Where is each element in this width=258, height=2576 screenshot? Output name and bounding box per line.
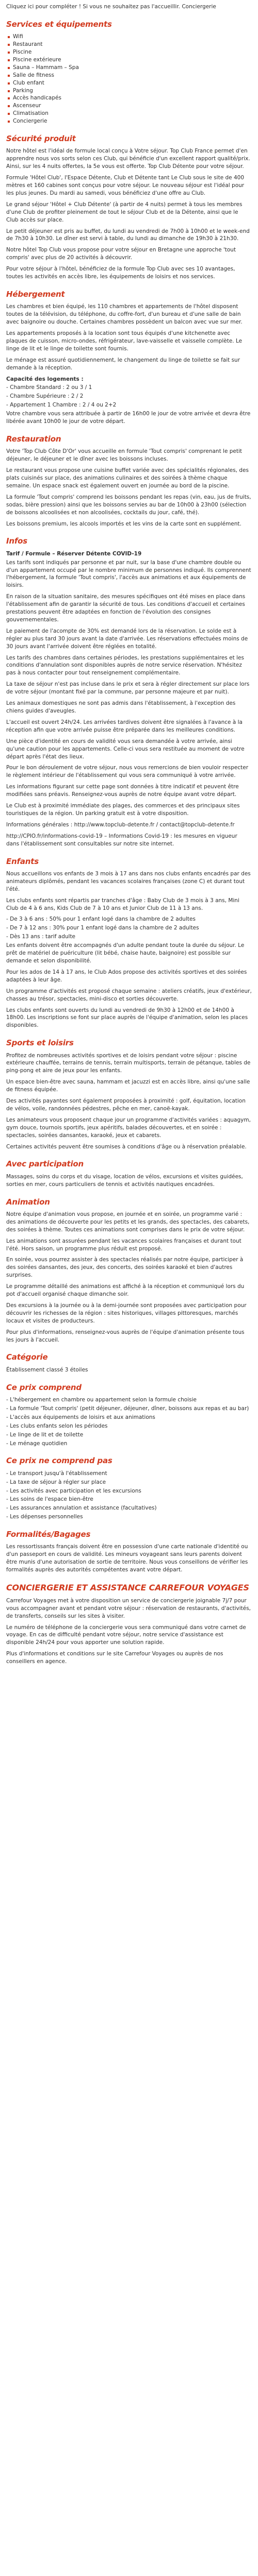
formalites-text: Les ressortissants français doivent être en possession d'une carte nationale d'identité ou d'un passeport en cours de validité. Les mineurs voyageant sans leurs parents doivent être munis d'une autorisation de sortie de territoire. Nous vous conseillons de vérifier les formalités auprès des autorités compétentes avant votre départ. xyxy=(6,1544,248,1573)
info-paragraph: http://CPIO.fr/informations-covid-19 – Informations Covid-19 : les mesures en vigueur dans l'établissement sont consultables sur notre site internet. xyxy=(6,833,237,847)
enfants-paragraph: Les enfants doivent être accompagnés d'un adulte pendant toute la durée du séjour. Le prêt de matériel de puériculture (lit bébé, chaise haute, baignoire) est possible sur demande et selon disponibilité. xyxy=(6,942,245,964)
formalites-section xyxy=(6,1529,252,1574)
animation-paragraph: Les animations sont assurées pendant les vacances scolaires françaises et durant tout l'été. Hors saison, un programme plus réduit est proposé. xyxy=(6,1238,241,1252)
securite-paragraph: Le petit déjeuner est pris au buffet, du lundi au vendredi de 7h00 à 10h00 et le week-end de 7h30 à 10h30. Le dîner est servi à table, du lundi au dimanche de 19h30 à 21h30. xyxy=(6,228,250,242)
enfants-paragraph: Les clubs enfants sont ouverts du lundi au vendredi de 9h30 à 12h00 et de 14h00 à 18h00. Les inscriptions se font sur place auprès de l'équipe d'animation, selon les places disponibles. xyxy=(6,1007,248,1029)
categorie-text: Établissement classé 3 étoiles xyxy=(6,1366,88,1373)
prix-comprend-section xyxy=(6,1382,252,1448)
prix-comprend-title: Ce prix comprend xyxy=(6,1382,82,1392)
securite-paragraph: Formule 'Hôtel Club', l'Espace Détente, Club et Détente tant Le Club sous le site de 400 mètres et 160 cabines sont conçus pour votre séjour. Le nouveau séjour est l'idéal pour les plus jeunes. Du mardi au samedi, vous bénéficiez d'une offre au Club. xyxy=(6,175,245,196)
service-item: Conciergerie xyxy=(6,117,252,125)
prix-ne-comprend-section xyxy=(6,1455,252,1521)
service-item: Piscine extérieure xyxy=(6,56,252,64)
service-item: Club enfant xyxy=(6,79,252,87)
info-paragraph: Le paiement de l'acompte de 30% est demandé lors de la réservation. Le solde est à régler au plus tard 30 jours avant la date d'arrivée. Les réservations effectuées moins de 30 jours avant l'arrivée doivent être réglées en totalité. xyxy=(6,628,248,650)
enfants-paragraph: Pour les ados de 14 à 17 ans, le Club Ados propose des activités sportives et des soirées adaptées à leur âge. xyxy=(6,969,247,983)
conciergerie-title: CONCIERGERIE ET ASSISTANCE CARREFOUR VOYAGES xyxy=(6,1583,249,1593)
prix-ne-comprend-item: - La taxe de séjour à régler sur place xyxy=(6,1479,106,1485)
services-list xyxy=(6,33,252,125)
enfants-paragraph: Nous accueillons vos enfants de 3 mois à 17 ans dans nos clubs enfants encadrés par des animateurs diplômés, pendant les vacances scolaires françaises (zone C) et durant tout l'été. xyxy=(6,870,251,892)
categorie-title: Catégorie xyxy=(6,1352,48,1362)
service-item: Piscine xyxy=(6,48,252,56)
info-paragraph: Une pièce d'identité en cours de validité vous sera demandée à votre arrivée, ainsi qu'une caution pour les appartements. Celle-ci vous sera restituée au moment de votre départ après l'état des lieux. xyxy=(6,738,245,760)
sports-paragraph: Des activités payantes sont également proposées à proximité : golf, équitation, location de vélos, voile, randonnées pédestres, pêche en mer, canoë-kayak. xyxy=(6,1098,246,1112)
restauration-title: Restauration xyxy=(6,434,61,444)
animation-paragraph: Notre équipe d'animation vous propose, en journée et en soirée, un programme varié : des animations de découverte pour les petits et les grands, des spectacles, des cabarets, des soirées à thème. Toutes ces animations sont comprises dans le prix de votre séjour. xyxy=(6,1211,250,1233)
avec-participation-section xyxy=(6,1159,252,1188)
hebergement-paragraph: Les appartements proposés à la location sont tous équipés d'une kitchenette avec plaques de cuisson, micro-ondes, réfrigérateur, lave-vaisselle et vaisselle complète. Le linge de lit et le linge de toilette sont fournis. xyxy=(6,330,243,352)
securite-section xyxy=(6,133,252,281)
securite-paragraph: Le grand séjour 'Hôtel + Club Détente' (à partir de 4 nuits) permet à tous les membres d'une Club de profiter pleinement de tout le séjour Club et de la Détente, ainsi que le Club accès sur place. xyxy=(6,201,243,223)
animation-paragraph: En soirée, vous pourrez assister à des spectacles réalisés par notre équipe, participer à des soirées dansantes, des jeux, des concerts, des soirées karaoké et bien d'autres surprises. xyxy=(6,1257,244,1279)
prix-comprend-item: - L'accès aux équipements de loisirs et aux animations xyxy=(6,1414,155,1420)
services-section xyxy=(6,19,252,125)
restauration-paragraph: La formule 'Tout compris' comprend les boissons pendant les repas (vin, eau, jus de fruits, sodas, bière pression) ainsi que les boissons servies au bar de 10h00 à 23h00 (sélection de boissons alcoolisées et non alcoolisées, cocktails du jour, café, thé). xyxy=(6,494,251,516)
info-paragraph: Pour le bon déroulement de votre séjour, nous vous remercions de bien vouloir respecter le règlement intérieur de l'établissement qui vous sera communiqué à votre arrivée. xyxy=(6,765,249,779)
service-item: Wifi xyxy=(6,33,252,41)
info-paragraph: La taxe de séjour n'est pas incluse dans le prix et sera à régler directement sur place lors de votre séjour (montant fixé par la commune, par personne majeure et par nuit). xyxy=(6,681,250,696)
securite-paragraph: Notre hôtel est l'idéal de formule local conçu à Votre séjour. Top Club France permet d'en apprendre nous vos sorts selon ces Club, qui bénéficie d'un excellent rapport qualité/prix. Ainsi, sur les 4 nuits offertes, la 5e vous est offerte. Top Club Détente pour votre séjour. xyxy=(6,148,250,170)
hebergement-title: Hébergement xyxy=(6,289,65,299)
intro-text: Cliquez ici pour compléter ! Si vous ne souhaitez pas l'accueillir. Conciergerie xyxy=(6,4,216,10)
sports-paragraph: Certaines activités peuvent être soumises à conditions d'âge ou à réservation préalable. xyxy=(6,1143,247,1150)
prix-comprend-item: - Le linge de lit et de toilette xyxy=(6,1431,84,1438)
service-item: Parking xyxy=(6,87,252,95)
sports-paragraph: Profitez de nombreuses activités sportives et de loisirs pendant votre séjour : piscine extérieure chauffée, terrains de tennis, terrain multisports, terrain de pétanque, tables de ping-pong et aire de jeux pour les enfants. xyxy=(6,1052,251,1074)
service-item: Salle de fitness xyxy=(6,72,252,79)
info-paragraph: Les animaux domestiques ne sont pas admis dans l'établissement, à l'exception des chiens guides d'aveugles. xyxy=(6,700,236,715)
hebergement-section xyxy=(6,289,252,426)
prix-comprend-item: - La formule 'Tout compris' (petit déjeuner, déjeuner, dîner, boissons aux repas et au bar) xyxy=(6,1405,249,1412)
info-paragraph: Le Club est à proximité immédiate des plages, des commerces et des principaux sites touristiques de la région. Un parking gratuit est à votre disposition. xyxy=(6,803,240,817)
hebergement-detail: - Chambre Standard : 2 ou 3 / 1 xyxy=(6,384,92,391)
info-paragraph: Les tarifs des chambres dans certaines périodes, les prestations supplémentaires et les conditions d'annulation sont disponibles auprès de notre service réservation. N'hésitez pas à nous contacter pour tout renseignement complémentaire. xyxy=(6,654,244,676)
hebergement-paragraph: Le ménage est assuré quotidiennement, le changement du linge de toilette se fait sur demande à la réception. xyxy=(6,357,240,371)
enfants-tarif: - De 3 à 6 ans : 50% pour 1 enfant logé dans la chambre de 2 adultes xyxy=(6,916,196,923)
prix-comprend-item: - Les clubs enfants selon les périodes xyxy=(6,1422,108,1429)
conciergerie-section xyxy=(6,1582,252,1666)
prix-ne-comprend-item: - Les soins de l'espace bien-être xyxy=(6,1496,93,1503)
conciergerie-paragraph: Carrefour Voyages met à votre disposition un service de conciergerie joignable 7j/7 pour vous accompagner avant et pendant votre séjour : réservation de restaurants, d'activités, de transferts, conseils sur les sites à visiter. xyxy=(6,1597,251,1619)
info-section xyxy=(6,536,252,848)
info-subtitle: Tarif / Formule – Réserver Détente COVID-19 xyxy=(6,550,142,557)
hebergement-details-title: Capacité des logements : xyxy=(6,376,84,382)
info-paragraph: Les informations figurant sur cette page sont données à titre indicatif et peuvent être modifiées sans préavis. Renseignez-vous auprès de notre équipe avant votre départ. xyxy=(6,784,239,798)
hebergement-detail: - Appartement 1 Chambre : 2 / 4 ou 2+2 xyxy=(6,402,117,409)
enfants-tarifs xyxy=(6,916,252,941)
enfants-tarif: - De 7 à 12 ans : 30% pour 1 enfant logé dans la chambre de 2 adultes xyxy=(6,925,199,931)
conciergerie-paragraph: Le numéro de téléphone de la conciergerie vous sera communiqué dans votre carnet de voyage. En cas de difficulté pendant votre séjour, notre service d'assistance est disponible 24h/24 pour vous apporter une solution rapide. xyxy=(6,1624,246,1646)
prix-ne-comprend-title: Ce prix ne comprend pas xyxy=(6,1456,112,1466)
restauration-paragraph: Votre 'Top Club Côte D'Or' vous accueille en formule 'Tout compris' comprenant le petit déjeuner, le déjeuner et le dîner avec les boissons incluses. xyxy=(6,448,243,463)
prix-ne-comprend-list xyxy=(6,1470,252,1521)
categorie-section xyxy=(6,1352,252,1374)
service-item: Restaurant xyxy=(6,41,252,48)
prix-comprend-item: - L'hébergement en chambre ou appartement selon la formule choisie xyxy=(6,1396,197,1403)
service-item: Climatisation xyxy=(6,110,252,117)
service-item: Ascenseur xyxy=(6,102,252,110)
service-item: Sauna – Hammam – Spa xyxy=(6,64,252,72)
conciergerie-paragraph: Plus d'informations et conditions sur le site Carrefour Voyages ou auprès de nos conseillers en agence. xyxy=(6,1651,223,1665)
info-paragraph: L'accueil est ouvert 24h/24. Les arrivées tardives doivent être signalées à l'avance à la réception afin que votre arrivée puisse être préparée dans les meilleures conditions. xyxy=(6,719,243,733)
sports-paragraph: Les animateurs vous proposent chaque jour un programme d'activités variées : aquagym, gym douce, tournois sportifs, jeux apéritifs, balades découvertes, et en soirée : spectacles, soirées dansantes, karaoké, jeux et cabarets. xyxy=(6,1116,251,1139)
services-title: Services et équipements xyxy=(6,19,112,29)
enfants-title: Enfants xyxy=(6,856,39,866)
prix-ne-comprend-item: - Les assurances annulation et assistance (facultatives) xyxy=(6,1505,157,1512)
securite-title: Sécurité produit xyxy=(6,134,76,144)
prix-ne-comprend-item: - Les dépenses personnelles xyxy=(6,1514,83,1520)
sports-section xyxy=(6,1038,252,1150)
hebergement-details xyxy=(6,384,252,409)
securite-paragraph: Notre hôtel Top Club vous propose pour votre séjour en Bretagne une approche 'tout compris' avec plus de 20 activités à découvrir. xyxy=(6,247,236,261)
formalites-title: Formalités/Bagages xyxy=(6,1530,91,1539)
prix-comprend-list xyxy=(6,1396,252,1447)
avec-participation-title: Avec participation xyxy=(6,1159,84,1169)
enfants-section xyxy=(6,856,252,1030)
service-item: Accès handicapés xyxy=(6,94,252,102)
animation-title: Animation xyxy=(6,1197,50,1207)
info-paragraph: Les tarifs sont indiqués par personne et par nuit, sur la base d'une chambre double ou d'un appartement occupé par le nombre minimum de personnes indiqué. Ils comprennent l'hébergement, la formule 'Tout compris', l'accès aux animations et aux équipements de loisirs. xyxy=(6,559,251,589)
securite-paragraph: Pour votre séjour à l'hôtel, bénéficiez de la formule Top Club avec ses 10 avantages, toutes les activités en accès libre, les équipements de loisirs et nos services. xyxy=(6,266,235,280)
enfants-paragraph: Un programme d'activités est proposé chaque semaine : ateliers créatifs, jeux d'extérieur, chasses au trésor, spectacles, mini-disco et sorties découverte. xyxy=(6,988,252,1002)
animation-paragraph: Le programme détaillé des animations est affiché à la réception et communiqué lors du pot d'accueil organisé chaque dimanche soir. xyxy=(6,1283,245,1298)
restauration-section xyxy=(6,434,252,528)
hebergement-note: Votre chambre vous sera attribuée à partir de 16h00 le jour de votre arrivée et devra être libérée avant 10h00 le jour de votre départ. xyxy=(6,411,251,425)
animation-paragraph: Pour plus d'informations, renseignez-vous auprès de l'équipe d'animation présente tous les jours à l'accueil. xyxy=(6,1329,245,1343)
sports-title: Sports et loisirs xyxy=(6,1038,74,1048)
sports-paragraph: Un espace bien-être avec sauna, hammam et jacuzzi est en accès libre, ainsi qu'une salle de fitness équipée. xyxy=(6,1079,250,1093)
hebergement-paragraph: Les chambres et bien équipé, les 110 chambres et appartements de l'hôtel disposent toutes de la télévision, du téléphone, du coffre-fort, d'un bureau et d'une salle de bain avec baignoire ou douche. Certaines chambres possèdent un balcon avec vue sur mer. xyxy=(6,303,243,326)
restauration-paragraph: Les boissons premium, les alcools importés et les vins de la carte sont en supplément. xyxy=(6,520,241,527)
prix-comprend-item: - Le ménage quotidien xyxy=(6,1440,68,1447)
enfants-tarif: - Dès 13 ans : tarif adulte xyxy=(6,934,76,940)
info-paragraph: Informations générales : http://www.topclub-detente.fr / contact@topclub-detente.fr xyxy=(6,821,235,828)
hebergement-detail: - Chambre Supérieure : 2 / 2 xyxy=(6,393,84,400)
animation-section xyxy=(6,1197,252,1344)
animation-paragraph: Des excursions à la journée ou à la demi-journée sont proposées avec participation pour découvrir les richesses de la région : sites historiques, villages pittoresques, marchés locaux et visites de producteurs. xyxy=(6,1302,247,1324)
info-paragraph: En raison de la situation sanitaire, des mesures spécifiques ont été mises en place dans l'établissement afin de garantir la sécurité de tous. Les conditions d'accueil et certaines prestations peuvent être adaptées en fonction de l'évolution des consignes gouvernementales. xyxy=(6,594,246,623)
prix-ne-comprend-item: - Le transport jusqu'à l'établissement xyxy=(6,1470,107,1477)
enfants-paragraph: Les clubs enfants sont répartis par tranches d'âge : Baby Club de 3 mois à 3 ans, Mini Club de 4 à 6 ans, Kids Club de 7 à 10 ans et Junior Club de 11 à 13 ans. xyxy=(6,897,239,911)
info-title: Infos xyxy=(6,536,28,546)
avec-participation-text: Massages, soins du corps et du visage, location de vélos, excursions et visites guidées, sorties en mer, cours particuliers de tennis et activités nautiques encadrées. xyxy=(6,1173,243,1188)
prix-ne-comprend-item: - Les activités avec participation et les excursions xyxy=(6,1487,141,1494)
restauration-paragraph: Le restaurant vous propose une cuisine buffet variée avec des spécialités régionales, des plats cuisinés sur place, des animations culinaires et des soirées à thème chaque semaine. Un espace snack est également ouvert en journée au bord de la piscine. xyxy=(6,467,249,489)
